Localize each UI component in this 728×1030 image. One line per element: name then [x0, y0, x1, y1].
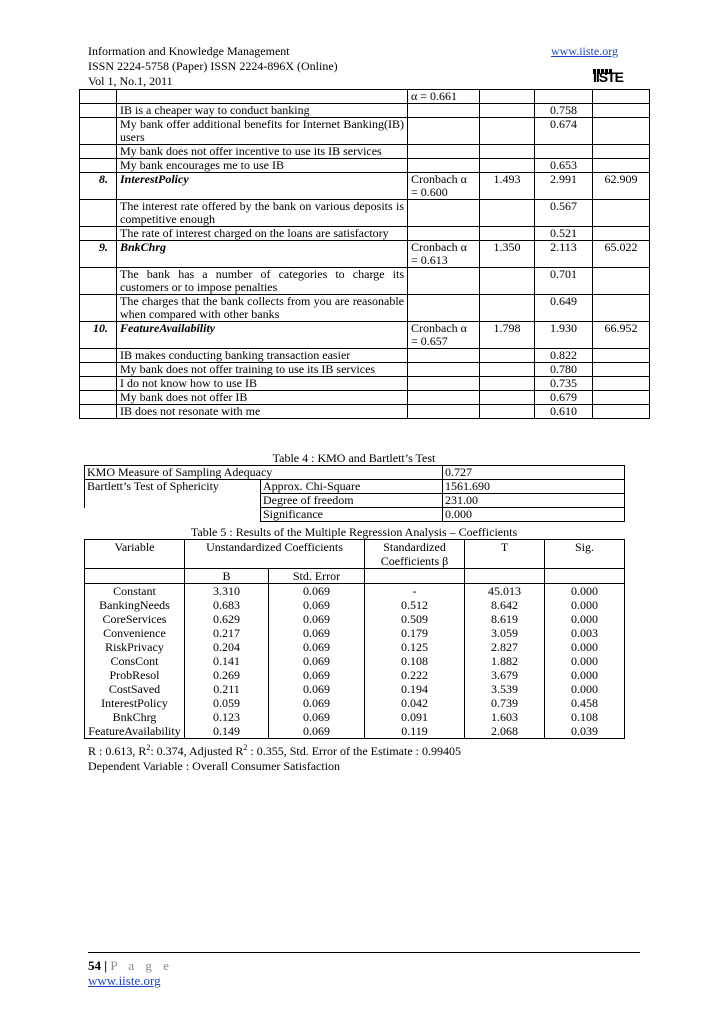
beta-cell: 0.222 — [365, 668, 465, 682]
loading-cell: 0.521 — [535, 227, 593, 241]
se-cell: 0.069 — [269, 724, 365, 739]
factor-row — [80, 173, 650, 200]
cronbach-cell — [408, 363, 480, 377]
factor-number: 9. — [80, 241, 117, 268]
loading-cell: 0.649 — [535, 295, 593, 322]
item-text: My bank offer additional benefits for Internet Banking(IB) users — [117, 118, 408, 145]
sig-cell: 0.108 — [545, 710, 625, 724]
sig-cell: 0.003 — [545, 626, 625, 640]
bartlett-stat-value: 231.00 — [443, 494, 625, 508]
table-row — [85, 626, 625, 640]
item-row — [80, 391, 650, 405]
cronbach-cell: Cronbach α = 0.600 — [408, 173, 480, 200]
item-text: My bank does not offer IB — [117, 391, 408, 405]
alpha-cell: α = 0.661 — [408, 90, 480, 104]
table-row — [85, 508, 625, 522]
t-cell: 2.827 — [465, 640, 545, 654]
se-cell: 0.069 — [269, 668, 365, 682]
factor-number — [80, 104, 117, 118]
loading-cell: 2.113 — [535, 241, 593, 268]
beta-cell: - — [365, 584, 465, 599]
cronbach-cell — [408, 391, 480, 405]
b-cell: 0.204 — [185, 640, 269, 654]
se-cell: 0.069 — [269, 584, 365, 599]
eigenvalue-cell — [480, 391, 535, 405]
eigenvalue-cell — [480, 405, 535, 419]
eigenvalue-cell — [480, 377, 535, 391]
cronbach-cell — [408, 118, 480, 145]
item-text: The interest rate offered by the bank on various deposits is competitive enough — [117, 200, 408, 227]
item-row — [80, 145, 650, 159]
b-cell: 0.141 — [185, 654, 269, 668]
sig-cell: 0.000 — [545, 682, 625, 696]
regression-coefficients-table — [84, 539, 625, 739]
factor-number — [80, 268, 117, 295]
page-footer: 54 | P a g e www.iiste.org — [88, 958, 173, 988]
variable-cell: Convenience — [85, 626, 185, 640]
item-text: My bank does not offer training to use its IB services — [117, 363, 408, 377]
t-cell: 0.739 — [465, 696, 545, 710]
table-row — [85, 654, 625, 668]
item-text: IB does not resonate with me — [117, 405, 408, 419]
page-header — [88, 44, 618, 89]
se-cell: 0.069 — [269, 626, 365, 640]
beta-cell: 0.125 — [365, 640, 465, 654]
cronbach-cell — [408, 200, 480, 227]
variance-cell — [593, 377, 650, 391]
col-header-se: Std. Error — [269, 569, 365, 584]
table-row — [85, 696, 625, 710]
table-row — [85, 598, 625, 612]
eigenvalue-cell — [480, 104, 535, 118]
se-cell: 0.069 — [269, 598, 365, 612]
factor-number: 8. — [80, 173, 117, 200]
se-cell: 0.069 — [269, 640, 365, 654]
loading-cell: 0.674 — [535, 118, 593, 145]
col-header-variable: Variable — [85, 540, 185, 568]
t-cell: 8.619 — [465, 612, 545, 626]
variance-cell — [593, 391, 650, 405]
variable-cell: ConsCont — [85, 654, 185, 668]
factor-number — [80, 145, 117, 159]
sig-cell: 0.000 — [545, 612, 625, 626]
factor-number — [80, 227, 117, 241]
variance-cell — [593, 145, 650, 159]
variance-cell — [593, 227, 650, 241]
model-summary-note: R : 0.613, $R^2$: 0.374, Adjusted $R^2$ : 0.355, Std. Error of the Estimate : 0.99405 — [88, 743, 461, 758]
b-cell: 0.683 — [185, 598, 269, 612]
factor-number — [80, 349, 117, 363]
variance-cell: 65.022 — [593, 241, 650, 268]
variable-cell: ProbResol — [85, 668, 185, 682]
variance-cell — [593, 268, 650, 295]
se-cell: 0.069 — [269, 682, 365, 696]
cronbach-cell: Cronbach α = 0.613 — [408, 241, 480, 268]
variance-cell — [593, 104, 650, 118]
kmo-label: KMO Measure of Sampling Adequacy — [85, 466, 443, 480]
eigenvalue-cell — [480, 349, 535, 363]
factor-number: 10. — [80, 322, 117, 349]
loading-cell: 0.735 — [535, 377, 593, 391]
se-cell: 0.069 — [269, 612, 365, 626]
variable-cell: CoreServices — [85, 612, 185, 626]
cronbach-cell — [408, 295, 480, 322]
col-header-t: T — [465, 540, 545, 569]
table-row — [85, 724, 625, 739]
t-cell: 1.882 — [465, 654, 545, 668]
sig-cell: 0.039 — [545, 724, 625, 739]
variance-cell: 66.952 — [593, 322, 650, 349]
sig-cell: 0.000 — [545, 584, 625, 599]
bartlett-stat-label: Approx. Chi-Square — [261, 480, 443, 494]
table-row — [85, 612, 625, 626]
variable-cell: BnkChrg — [85, 710, 185, 724]
variance-cell — [593, 118, 650, 145]
variance-cell — [593, 159, 650, 173]
table-row — [80, 90, 650, 104]
b-cell: 0.629 — [185, 612, 269, 626]
sig-cell: 0.000 — [545, 668, 625, 682]
item-text: I do not know how to use IB — [117, 377, 408, 391]
table-row — [85, 480, 625, 494]
page-word: P a g e — [110, 958, 173, 973]
cronbach-cell — [408, 377, 480, 391]
eigenvalue-cell: 1.798 — [480, 322, 535, 349]
loading-cell: 1.930 — [535, 322, 593, 349]
table4-caption: Table 4 : KMO and Bartlett’s Test — [272, 451, 436, 465]
variable-cell: InterestPolicy — [85, 696, 185, 710]
item-row — [80, 268, 650, 295]
factor-number — [80, 159, 117, 173]
cronbach-cell — [408, 349, 480, 363]
cronbach-cell — [408, 104, 480, 118]
eigenvalue-cell — [480, 200, 535, 227]
variable-cell: RiskPrivacy — [85, 640, 185, 654]
eigenvalue-cell: 1.493 — [480, 173, 535, 200]
item-text: The rate of interest charged on the loans are satisfactory — [117, 227, 408, 241]
loading-cell: 0.701 — [535, 268, 593, 295]
eigenvalue-cell — [480, 145, 535, 159]
table-row — [85, 682, 625, 696]
t-cell: 1.603 — [465, 710, 545, 724]
table-row — [85, 466, 625, 480]
eigenvalue-cell — [480, 295, 535, 322]
sig-cell: 0.458 — [545, 696, 625, 710]
factor-number — [80, 377, 117, 391]
item-row — [80, 363, 650, 377]
item-row — [80, 405, 650, 419]
variance-cell — [593, 363, 650, 377]
t-cell: 3.539 — [465, 682, 545, 696]
t-cell: 3.059 — [465, 626, 545, 640]
kmo-value: 0.727 — [443, 466, 625, 480]
beta-cell: 0.512 — [365, 598, 465, 612]
item-row — [80, 159, 650, 173]
beta-cell: 0.119 — [365, 724, 465, 739]
item-text: The charges that the bank collects from you are reasonable when compared with other banks — [117, 295, 408, 322]
t-cell: 8.642 — [465, 598, 545, 612]
variance-cell — [593, 349, 650, 363]
b-cell: 0.059 — [185, 696, 269, 710]
factor-number — [80, 405, 117, 419]
item-row — [80, 295, 650, 322]
b-cell: 0.123 — [185, 710, 269, 724]
variable-cell: FeatureAvailability — [85, 724, 185, 739]
factor-number — [80, 200, 117, 227]
kmo-bartlett-table — [84, 465, 625, 522]
beta-cell: 0.194 — [365, 682, 465, 696]
sig-cell: 0.000 — [545, 598, 625, 612]
t-cell: 2.068 — [465, 724, 545, 739]
header-url-link[interactable]: www.iiste.org — [551, 44, 618, 58]
se-cell: 0.069 — [269, 654, 365, 668]
table-row — [85, 494, 625, 508]
volume-line: Vol 1, No.1, 2011 — [88, 74, 173, 88]
beta-cell: 0.509 — [365, 612, 465, 626]
bartlett-stat-label: Degree of freedom — [261, 494, 443, 508]
bartlett-stat-label: Significance — [261, 508, 443, 522]
variable-cell: BankingNeeds — [85, 598, 185, 612]
col-header-b: B — [185, 569, 269, 584]
factor-number — [80, 363, 117, 377]
beta-cell: 0.042 — [365, 696, 465, 710]
item-text: IB is a cheaper way to conduct banking — [117, 104, 408, 118]
loading-cell — [535, 145, 593, 159]
beta-cell: 0.108 — [365, 654, 465, 668]
footer-url-link[interactable]: www.iiste.org — [88, 973, 161, 988]
factor-row — [80, 241, 650, 268]
table-row — [85, 668, 625, 682]
factor-name: InterestPolicy — [117, 173, 408, 200]
cronbach-cell: Cronbach α = 0.657 — [408, 322, 480, 349]
eigenvalue-cell — [480, 363, 535, 377]
b-cell: 3.310 — [185, 584, 269, 599]
dependent-variable-note: Dependent Variable : Overall Consumer Satisfaction — [88, 759, 341, 773]
factor-number — [80, 391, 117, 405]
issn-line: ISSN 2224-5758 (Paper) ISSN 2224-896X (Online) — [88, 59, 338, 73]
loading-cell: 0.653 — [535, 159, 593, 173]
loading-cell: 0.758 — [535, 104, 593, 118]
cronbach-cell — [408, 227, 480, 241]
bartlett-label: Bartlett’s Test of Sphericity — [85, 480, 261, 494]
item-row — [80, 104, 650, 118]
beta-cell: 0.091 — [365, 710, 465, 724]
cronbach-cell — [408, 159, 480, 173]
eigenvalue-cell — [480, 227, 535, 241]
cronbach-cell — [408, 268, 480, 295]
variable-cell: Constant — [85, 584, 185, 599]
loading-cell: 0.610 — [535, 405, 593, 419]
factor-number — [80, 295, 117, 322]
journal-title: Information and Knowledge Management — [88, 44, 290, 58]
col-header-standardized: Standardized Coefficients β — [365, 540, 465, 569]
factor-name: BnkChrg — [117, 241, 408, 268]
table-row — [85, 584, 625, 599]
loading-cell: 0.567 — [535, 200, 593, 227]
b-cell: 0.211 — [185, 682, 269, 696]
factor-row — [80, 322, 650, 349]
loading-cell: 2.991 — [535, 173, 593, 200]
item-row — [80, 377, 650, 391]
col-header-unstandardized: Unstandardized Coefficients — [185, 540, 365, 568]
item-row — [80, 349, 650, 363]
b-cell: 0.269 — [185, 668, 269, 682]
eigenvalue-cell: 1.350 — [480, 241, 535, 268]
item-text: My bank encourages me to use IB — [117, 159, 408, 173]
beta-cell: 0.179 — [365, 626, 465, 640]
factor-name: FeatureAvailability — [117, 322, 408, 349]
table-header-row — [85, 540, 625, 568]
variance-cell: 62.909 — [593, 173, 650, 200]
variance-cell — [593, 295, 650, 322]
item-text: IB makes conducting banking transaction easier — [117, 349, 408, 363]
b-cell: 0.217 — [185, 626, 269, 640]
bartlett-stat-value: 0.000 — [443, 508, 625, 522]
item-row — [80, 227, 650, 241]
b-cell: 0.149 — [185, 724, 269, 739]
variance-cell — [593, 200, 650, 227]
eigenvalue-cell — [480, 159, 535, 173]
cronbach-cell — [408, 145, 480, 159]
variance-cell — [593, 405, 650, 419]
col-header-sig: Sig. — [545, 540, 625, 569]
logo-wordmark: IISTE — [593, 69, 624, 85]
factor-number — [80, 118, 117, 145]
sig-cell: 0.000 — [545, 654, 625, 668]
footer-rule — [88, 952, 640, 953]
table-row — [85, 710, 625, 724]
loading-cell: 0.822 — [535, 349, 593, 363]
iiste-logo — [593, 63, 624, 85]
bartlett-stat-value: 1561.690 — [443, 480, 625, 494]
t-cell: 45.013 — [465, 584, 545, 599]
factor-analysis-table — [79, 89, 650, 419]
item-text: My bank does not offer incentive to use its IB services — [117, 145, 408, 159]
item-text: The bank has a number of categories to charge its customers or to impose penalties — [117, 268, 408, 295]
item-row — [80, 200, 650, 227]
sig-cell: 0.000 — [545, 640, 625, 654]
se-cell: 0.069 — [269, 710, 365, 724]
eigenvalue-cell — [480, 268, 535, 295]
eigenvalue-cell — [480, 118, 535, 145]
cronbach-cell — [408, 405, 480, 419]
loading-cell: 0.679 — [535, 391, 593, 405]
page-number: 54 — [88, 958, 101, 973]
table-row — [85, 640, 625, 654]
se-cell: 0.069 — [269, 696, 365, 710]
table5-caption: Table 5 : Results of the Multiple Regression Analysis – Coefficients — [190, 525, 518, 539]
item-row — [80, 118, 650, 145]
variable-cell: CostSaved — [85, 682, 185, 696]
loading-cell: 0.780 — [535, 363, 593, 377]
table-subheader-row — [85, 569, 625, 584]
t-cell: 3.679 — [465, 668, 545, 682]
